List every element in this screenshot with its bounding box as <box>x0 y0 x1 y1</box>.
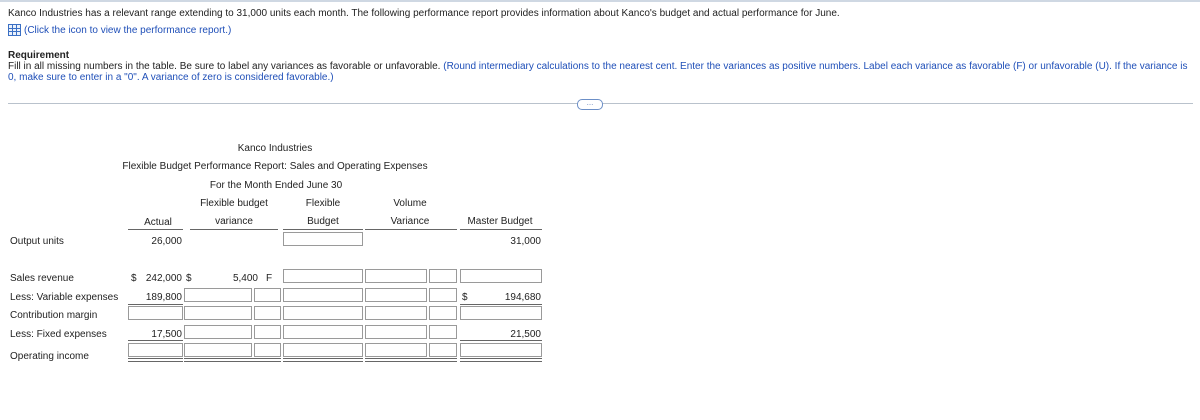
col-header-fbv-line2: variance <box>215 216 253 227</box>
actual-sales-value: 242,000 <box>145 273 182 284</box>
flex-fixed-input[interactable] <box>283 325 363 339</box>
vol-oi-label-input[interactable] <box>429 343 457 357</box>
fbv-cm-label-input[interactable] <box>254 306 281 320</box>
fbv-fixed-label-input[interactable] <box>254 325 281 339</box>
vol-variable-input[interactable] <box>365 288 427 302</box>
double-underline-actual <box>128 358 183 362</box>
fbv-oi-input[interactable] <box>184 343 252 357</box>
vol-cm-label-input[interactable] <box>429 306 457 320</box>
actual-units-value: 26,000 <box>151 236 182 247</box>
vol-cm-input[interactable] <box>365 306 427 320</box>
master-units-value: 31,000 <box>510 236 541 247</box>
double-underline-fbv <box>184 358 281 362</box>
col-header-fbv-line1: Flexible budget <box>200 198 268 209</box>
requirement-text <box>8 61 1188 83</box>
flex-variable-input[interactable] <box>283 288 363 302</box>
flex-cm-input[interactable] <box>283 306 363 320</box>
fbv-sales-dollar: $ <box>186 273 192 284</box>
double-underline-flex <box>283 358 363 362</box>
underline-actual-variable <box>128 304 183 305</box>
fbv-cm-input[interactable] <box>184 306 252 320</box>
master-cm-input[interactable] <box>460 306 542 320</box>
performance-report-link-text[interactable]: (Click the icon to view the performance report.) <box>24 24 232 36</box>
double-underline-vol <box>365 358 457 362</box>
vol-fixed-input[interactable] <box>365 325 427 339</box>
report-period: For the Month Ended June 30 <box>209 180 343 191</box>
actual-oi-input[interactable] <box>128 343 183 357</box>
row-label-sales-revenue: Sales revenue <box>10 273 74 284</box>
table-grid-icon[interactable] <box>8 24 21 36</box>
fbv-variable-label-input[interactable] <box>254 288 281 302</box>
fbv-variable-input[interactable] <box>184 288 252 302</box>
vol-sales-input[interactable] <box>365 269 427 283</box>
report-company: Kanco Industries <box>237 143 313 154</box>
col-header-master: Master Budget <box>467 216 533 227</box>
master-variable-value: 194,680 <box>504 292 541 303</box>
vol-fixed-label-input[interactable] <box>429 325 457 339</box>
row-label-contribution-margin: Contribution margin <box>10 310 98 321</box>
actual-sales-dollar: $ <box>131 273 137 284</box>
actual-variable-value: 189,800 <box>145 292 182 303</box>
underline-master-fixed <box>460 340 542 341</box>
vol-variable-label-input[interactable] <box>429 288 457 302</box>
master-oi-input[interactable] <box>460 343 542 357</box>
actual-cm-input[interactable] <box>128 306 183 320</box>
col-header-vol-line2: Variance <box>390 216 430 227</box>
row-label-fixed-expenses: Less: Fixed expenses <box>10 329 107 340</box>
col-header-vol-line1: Volume <box>393 198 427 209</box>
requirement-instructions: (Round intermediary calculations to the nearest cent. Enter the variances as positive numbers. Label each variance as favorable (F) or unfavorable (U). If the variance is 0, make sure to enter in a "0". A variance of zero is considered favorable.) <box>8 61 1188 83</box>
flex-units-input[interactable] <box>283 232 363 246</box>
problem-intro: Kanco Industries has a relevant range extending to 31,000 units each month. The following performance report provides information about Kanco's budget and actual performance for June. <box>8 8 840 19</box>
flex-oi-input[interactable] <box>283 343 363 357</box>
row-label-output-units: Output units <box>10 236 64 247</box>
underline-master-variable <box>460 304 542 305</box>
header-underline-vol <box>365 229 457 230</box>
flex-sales-input[interactable] <box>283 269 363 283</box>
header-underline-actual <box>128 229 183 230</box>
vol-oi-input[interactable] <box>365 343 427 357</box>
requirement-lead: Fill in all missing numbers in the table. Be sure to label any variances as favorable or unfavorable. <box>8 61 441 72</box>
row-label-variable-expenses: Less: Variable expenses <box>10 292 119 303</box>
performance-report-link[interactable] <box>8 24 231 36</box>
header-underline-fbv <box>190 229 278 230</box>
expand-more-button[interactable]: … <box>577 99 603 110</box>
top-border <box>0 0 1200 2</box>
master-sales-input[interactable] <box>460 269 542 283</box>
requirement-title: Requirement <box>8 50 70 61</box>
master-variable-dollar: $ <box>462 292 468 303</box>
actual-fixed-value: 17,500 <box>151 329 182 340</box>
col-header-flex-line2: Budget <box>307 216 339 227</box>
col-header-flex-line1: Flexible <box>305 198 341 209</box>
vol-sales-label-input[interactable] <box>429 269 457 283</box>
header-underline-flex <box>283 229 363 230</box>
fbv-fixed-input[interactable] <box>184 325 252 339</box>
master-fixed-value: 21,500 <box>510 329 541 340</box>
report-title: Flexible Budget Performance Report: Sales and Operating Expenses <box>122 161 428 172</box>
fbv-sales-label: F <box>266 273 273 284</box>
underline-actual-fixed <box>128 340 183 341</box>
header-underline-master <box>460 229 542 230</box>
double-underline-master <box>460 358 542 362</box>
col-header-actual: Actual <box>144 217 172 228</box>
fbv-oi-label-input[interactable] <box>254 343 281 357</box>
fbv-sales-value: 5,400 <box>232 273 258 284</box>
row-label-operating-income: Operating income <box>10 351 89 362</box>
